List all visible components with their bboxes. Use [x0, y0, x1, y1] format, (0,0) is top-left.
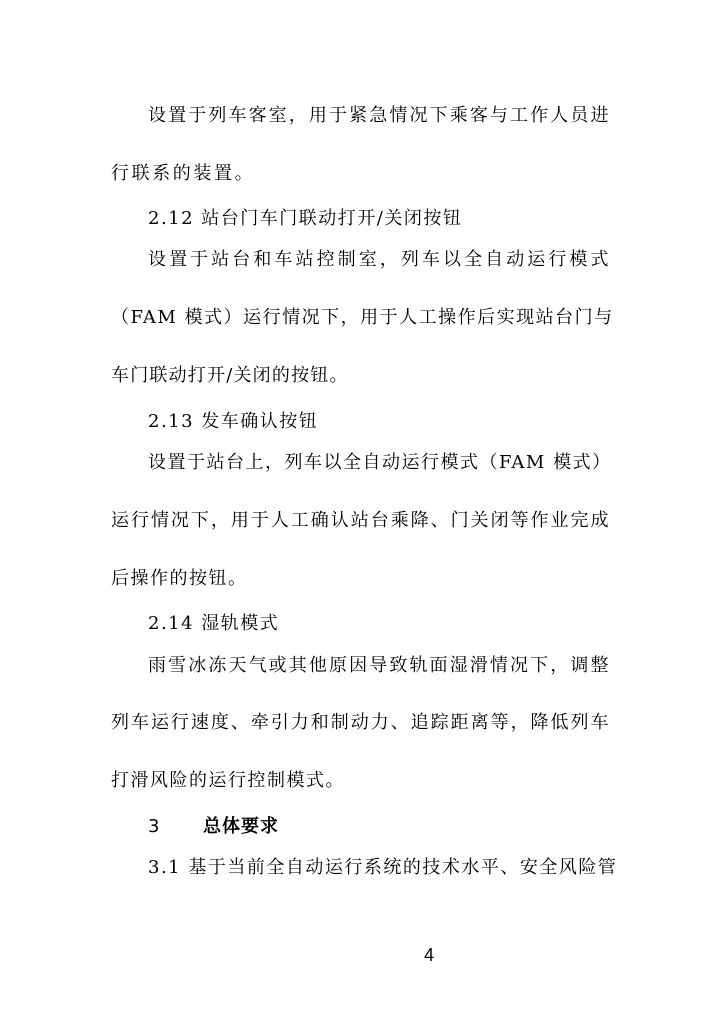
paragraph-line: 行联系的装置。	[111, 163, 256, 184]
section-heading-2-14: 2.14 湿轨模式	[148, 613, 280, 634]
section-title-3: 总体要求	[203, 816, 279, 837]
section-heading-2-13: 2.13 发车确认按钮	[148, 411, 319, 432]
paragraph-line: 列车运行速度、牵引力和制动力、追踪距离等，降低列车	[111, 712, 610, 733]
paragraph-line: 雨雪冰冻天气或其他原因导致轨面湿滑情况下，调整	[148, 655, 610, 676]
paragraph-line: 运行情况下，用于人工确认站台乘降、门关闭等作业完成	[111, 510, 610, 531]
section-number-3: 3	[148, 816, 160, 837]
paragraph-line: 3.1 基于当前全自动运行系统的技术水平、安全风险管	[148, 857, 618, 878]
paragraph-line: 打滑风险的运行控制模式。	[111, 770, 345, 791]
paragraph-line: 车门联动打开/关闭的按钮。	[111, 365, 349, 386]
page-number: 4	[424, 945, 435, 965]
paragraph-line: 后操作的按钮。	[111, 568, 248, 589]
paragraph-line: 设置于站台和车站控制室，列车以全自动运行模式	[148, 249, 610, 270]
paragraph-line: （FAM 模式）运行情况下，用于人工操作后实现站台门与	[111, 307, 614, 328]
paragraph-line: 设置于站台上，列车以全自动运行模式（FAM 模式）	[148, 452, 612, 473]
section-heading-2-12: 2.12 站台门车门联动打开/关闭按钮	[148, 208, 463, 229]
paragraph-line: 设置于列车客室，用于紧急情况下乘客与工作人员进	[148, 105, 610, 126]
